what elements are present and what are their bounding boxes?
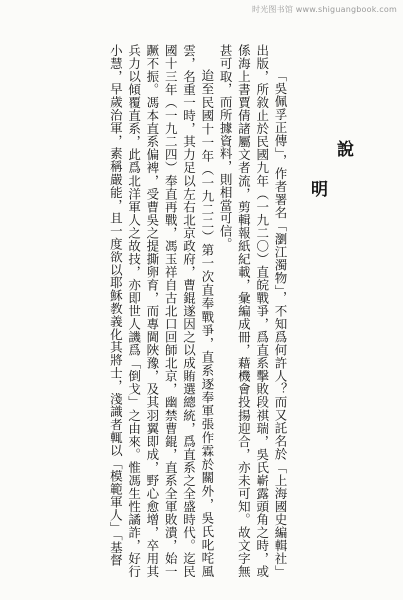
watermark-text: 时光图书馆 www.shiguangbook.com <box>252 5 397 14</box>
paragraph-2: 迨至民國十一年（一九二二）第一次直奉戰爭，直系逐奉軍張作霖於關外，吳氏叱咤風雲，名重一時，其力足以左右北京政府，曹錕遂因之以成賄選總統，爲直系之全盛時代。迄民國十三年（一九二四）奉直再戰，馮玉祥自古北口回師北京，幽禁曹錕，直系全軍敗潰，始一蹶不振。馮本直系偏裨，受曹吳之提撕卵育，而專閫陜豫，及其羽翼即成，野心愈增，卒用其兵力以傾覆直系，此爲北洋軍人之故技，亦即世人譏爲「倒戈」之由來。惟馮生性譎詐，好行小慧，早歲治軍，素稱嚴能，且一度欲以耶穌教義化其將士，淺識者輒以「模範軍人」「基督 <box>108 44 215 578</box>
heading-char-ming: 明 <box>307 180 327 227</box>
paragraph-1: 「吳佩孚正傳」，作者署名「瀏江濁物」，不知爲何許人？而又託名於「上海國史編輯社」出版，所敘止於民國九年（一九二〇）直皖戰爭，爲直系擊敗段祺瑞，吳氏嶄露頭角之時，或係海上書賈倩諸屬文者流，剪輯報紙紀載，彙編成冊，藉機會投揚迎合，亦未可知。故文字無甚可取，而所據資料，則相當可信。 <box>218 44 288 578</box>
body-text <box>31 44 289 578</box>
heading-char-shuo: 說 <box>333 140 353 187</box>
